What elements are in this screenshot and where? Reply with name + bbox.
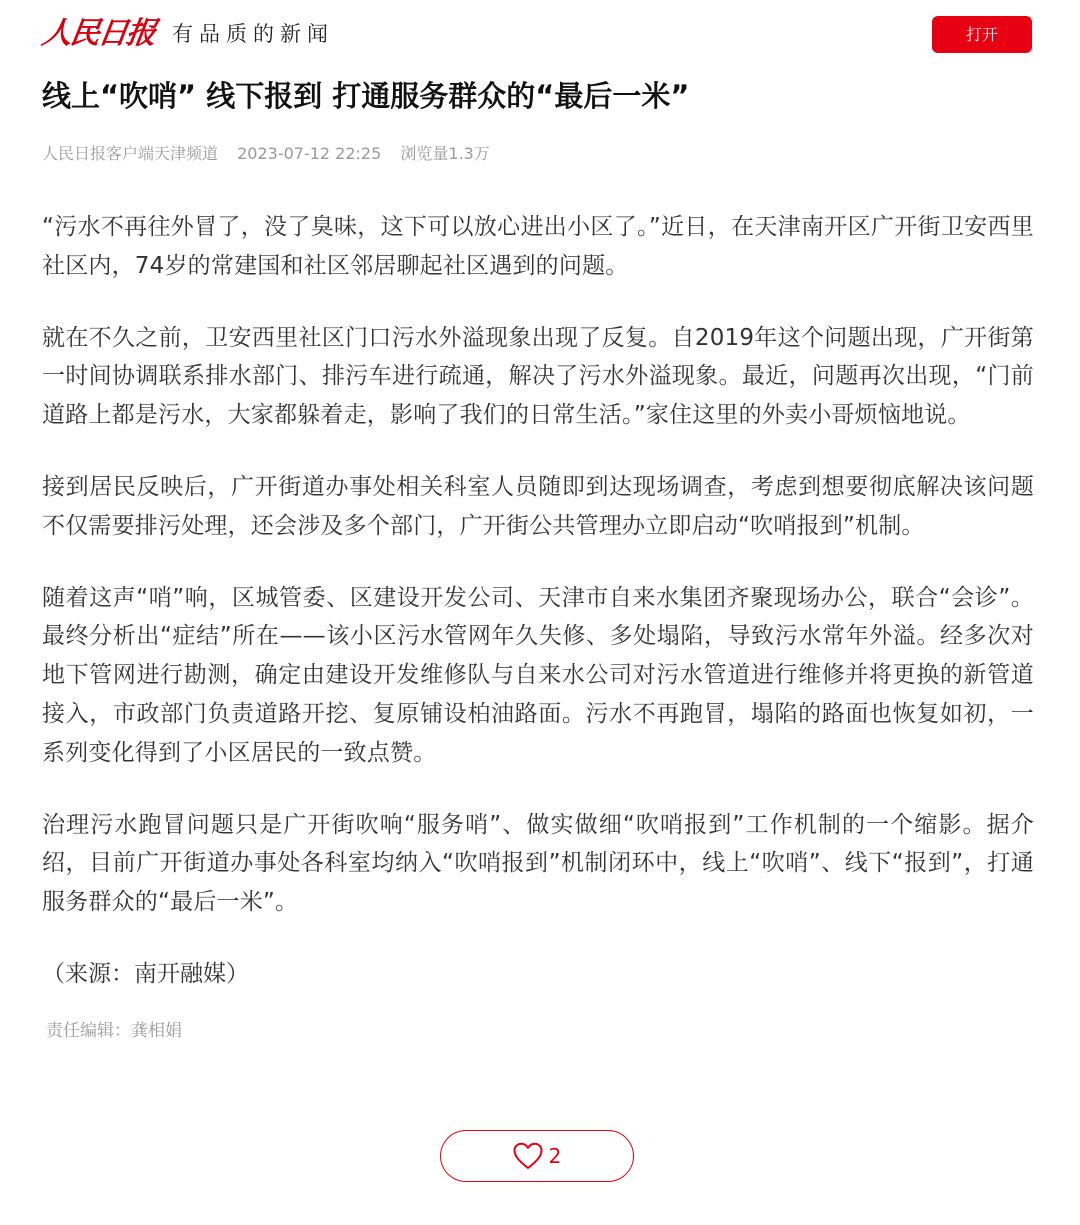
article-body bbox=[42, 208, 1034, 993]
article-paragraph: 接到居民反映后，广开街道办事处相关科室人员随即到达现场调查，考虑到想要彻底解决该问题不仅需要排污处理，还会涉及多个部门，广开街公共管理办立即启动“吹哨报到”机制。 bbox=[42, 473, 1034, 539]
article-paragraph: “污水不再往外冒了，没了臭味，这下可以放心进出小区了。”近日，在天津南开区广开街卫安西里社区内，74岁的常建国和社区邻居聊起社区遇到的问题。 bbox=[42, 214, 1034, 279]
article-meta bbox=[42, 142, 1034, 166]
article-datetime: 2023-07-12 22:25 bbox=[237, 144, 382, 163]
article-paragraph: 治理污水跑冒问题只是广开街吹响“服务哨”、做实做细“吹哨报到”工作机制的一个缩影。据介绍，目前广开街道办事处各科室均纳入“吹哨报到”机制闭环中，线上“吹哨”、线下“报到”，打通服务群众的“最后一米”。 bbox=[42, 811, 1034, 916]
like-count: 2 bbox=[548, 1144, 562, 1168]
article-source-note: （来源：南开融媒） bbox=[42, 960, 249, 987]
article-source: 人民日报客户端天津频道 bbox=[42, 144, 219, 163]
responsible-editor: 责任编辑：龚相娟 bbox=[46, 1020, 182, 1041]
article bbox=[42, 72, 1034, 1043]
article-paragraph: 随着这声“哨”响，区城管委、区建设开发公司、天津市自来水集团齐聚现场办公，联合“会诊”。最终分析出“症结”所在——该小区污水管网年久失修、多处塌陷，导致污水常年外溢。经多次对地下管网进行勘测，确定由建设开发维修队与自来水公司对污水管道进行维修并将更换的新管道接入，市政部门负责道路开挖、复原铺设柏油路面。污水不再跑冒，塌陷的路面也恢复如初，一系列变化得到了小区居民的一致点赞。 bbox=[42, 584, 1034, 766]
article-paragraph: 就在不久之前，卫安西里社区门口污水外溢现象出现了反复。自2019年这个问题出现，广开街第一时间协调联系排水部门、排污车进行疏通，解决了污水外溢现象。最近，问题再次出现，“门前道路上都是污水，大家都躲着走，影响了我们的日常生活。”家住这里的外卖小哥烦恼地说。 bbox=[42, 324, 1034, 429]
top-bar bbox=[0, 0, 1080, 70]
like-button[interactable] bbox=[440, 1130, 634, 1182]
logo-mark: 人民日报 bbox=[39, 16, 157, 51]
app-logo[interactable] bbox=[39, 12, 334, 56]
open-app-button[interactable]: 打开 bbox=[932, 16, 1032, 53]
article-views: 浏览量1.3万 bbox=[400, 144, 490, 163]
article-title: 线上“吹哨” 线下报到 打通服务群众的“最后一米” bbox=[42, 79, 690, 113]
logo-slogan: 有品质的新闻 bbox=[172, 22, 334, 46]
heart-icon bbox=[513, 1142, 543, 1170]
